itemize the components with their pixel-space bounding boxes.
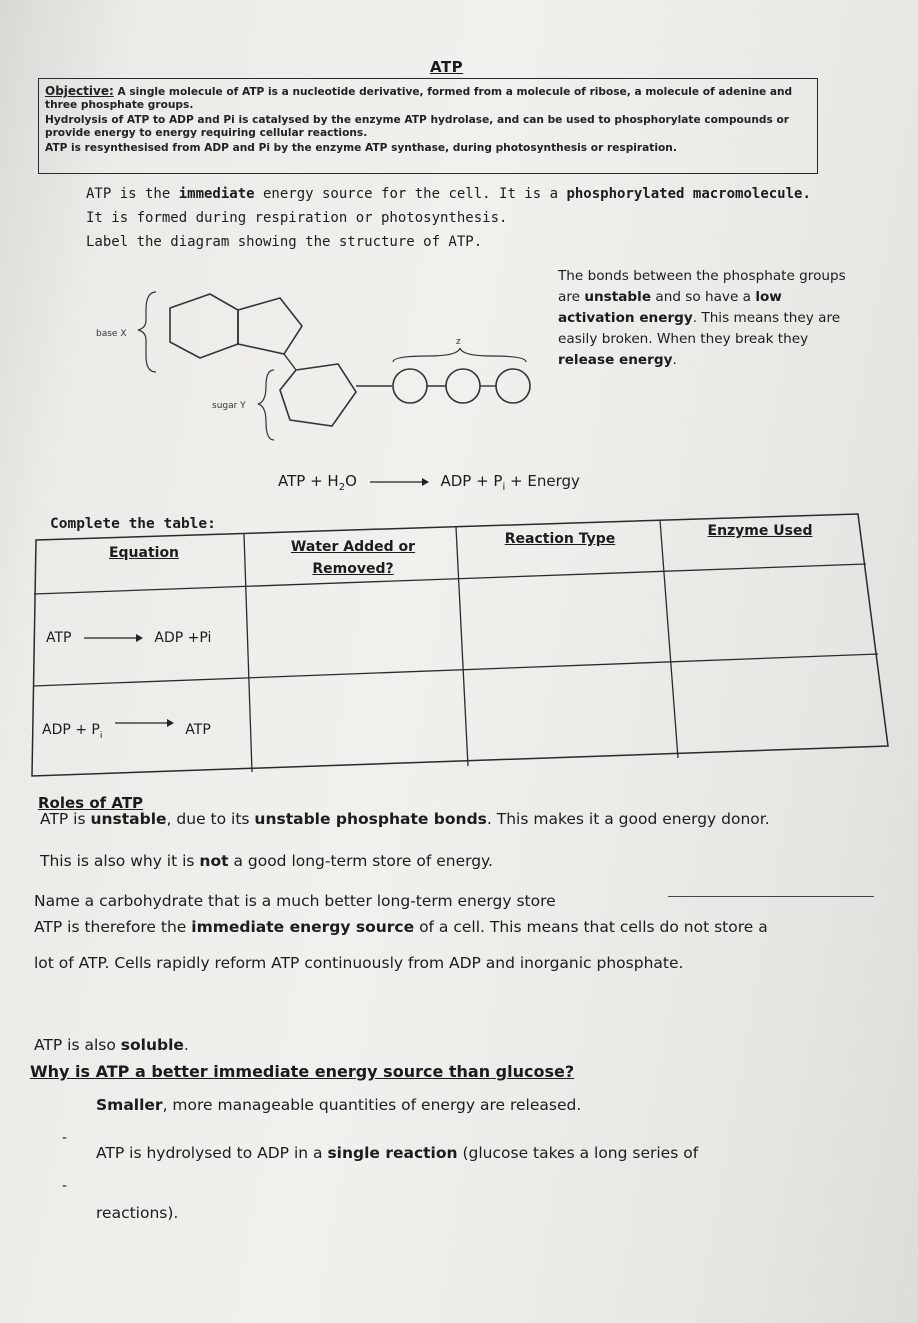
table-rule-1	[34, 564, 866, 594]
roles-line-4: ATP is therefore the immediate energy source of a cell. This means that cells do not store a	[34, 918, 768, 936]
intro-text	[86, 182, 846, 254]
intro-line-3: Label the diagram showing the structure of ATP.	[86, 234, 483, 250]
table-rule-2	[33, 654, 878, 686]
roles-line-2: This is also why it is not a good long-term store of energy.	[40, 852, 493, 870]
phosphate-circle-3	[496, 369, 530, 403]
objective-line-1: Objective: A single molecule of ATP is a nucleotide derivative, formed from a molecule of ribose, a molecule of adenine and three phosphate groups.	[45, 84, 793, 111]
base-pentagon-ring	[238, 298, 302, 354]
reaction-arrow-icon	[368, 477, 430, 487]
why-bullet-1: Smaller, more manageable quantities of energy are released.	[96, 1096, 582, 1114]
objective-line-3: ATP is resynthesised from ADP and Pi by the enzyme ATP synthase, during photosynthesis or respiration.	[45, 142, 677, 154]
objective-line-2: Hydrolysis of ATP to ADP and Pi is catalysed by the enzyme ATP hydrolase, and can be used to phosphorylate compounds or provide energy to energy requiring cellular reactions.	[45, 114, 789, 139]
bullet-dash-2: -	[62, 1178, 68, 1194]
table-col-rule-1	[244, 534, 252, 772]
hydrolysis-equation: ATP + $H_2O$ ADP + $P_i$ + Energy	[278, 472, 580, 493]
roles-heading: Roles of ATP	[38, 794, 144, 812]
objective-lead: Objective:	[45, 84, 114, 98]
intro-line-1: ATP is the immediate energy source for the cell. It is a phosphorylated macromolecule.	[86, 186, 811, 202]
atp-structure-svg	[88, 280, 538, 450]
sugar-pentagon	[280, 364, 356, 426]
atp-structure-diagram	[88, 280, 538, 454]
carbohydrate-answer-line[interactable]	[668, 896, 874, 897]
why-heading: Why is ATP a better immediate energy source than glucose?	[30, 1062, 575, 1081]
page-title: ATP	[430, 58, 464, 76]
sugar-y-label: sugar Y	[212, 401, 246, 411]
roles-question-carbohydrate: Name a carbohydrate that is a much better long-term energy store	[34, 892, 556, 910]
roles-line-5: lot of ATP. Cells rapidly reform ATP continuously from ADP and inorganic phosphate.	[34, 954, 684, 972]
objective-box	[38, 78, 818, 174]
sugar-bracket	[258, 370, 274, 440]
row1-equation: ATP ADP +Pi	[46, 630, 212, 646]
header-equation: Equation	[108, 545, 180, 561]
row2-equation: ADP + $P_i$ ATP	[42, 722, 211, 741]
why-bullet-2: ATP is hydrolysed to ADP in a single reaction (glucose takes a long series of	[96, 1144, 699, 1162]
base-bracket	[138, 292, 156, 372]
roles-line-1: ATP is unstable, due to its unstable phosphate bonds. This makes it a good energy donor.	[40, 810, 770, 828]
base-hexagon-ring	[170, 294, 238, 358]
phosphate-bracket	[393, 348, 526, 362]
base-sugar-bond	[284, 354, 296, 370]
why-bullet-2-cont: reactions).	[96, 1204, 179, 1222]
phosphate-circle-2	[446, 369, 480, 403]
base-x-label: base X	[96, 329, 127, 339]
row2-arrow-icon	[113, 718, 175, 728]
table-caption: Complete the table:	[50, 516, 216, 532]
header-reaction-type: Reaction Type	[504, 531, 616, 547]
phosphate-z-label: z	[456, 337, 461, 347]
bonds-note: The bonds between the phosphate groups are unstable and so have a low activation energy. This means they are easily broken. When they break they release energy.	[558, 268, 846, 368]
phosphate-circle-1	[393, 369, 427, 403]
roles-line-6: ATP is also soluble.	[34, 1036, 189, 1054]
header-water: Water Added or Removed?	[290, 539, 416, 577]
intro-line-2: It is formed during respiration or photosynthesis.	[86, 210, 508, 226]
row1-arrow-icon	[82, 633, 144, 643]
table-col-rule-2	[456, 527, 468, 766]
bullet-dash-1: -	[62, 1130, 68, 1146]
table-col-rule-3	[660, 520, 678, 758]
header-enzyme: Enzyme Used	[707, 523, 813, 539]
